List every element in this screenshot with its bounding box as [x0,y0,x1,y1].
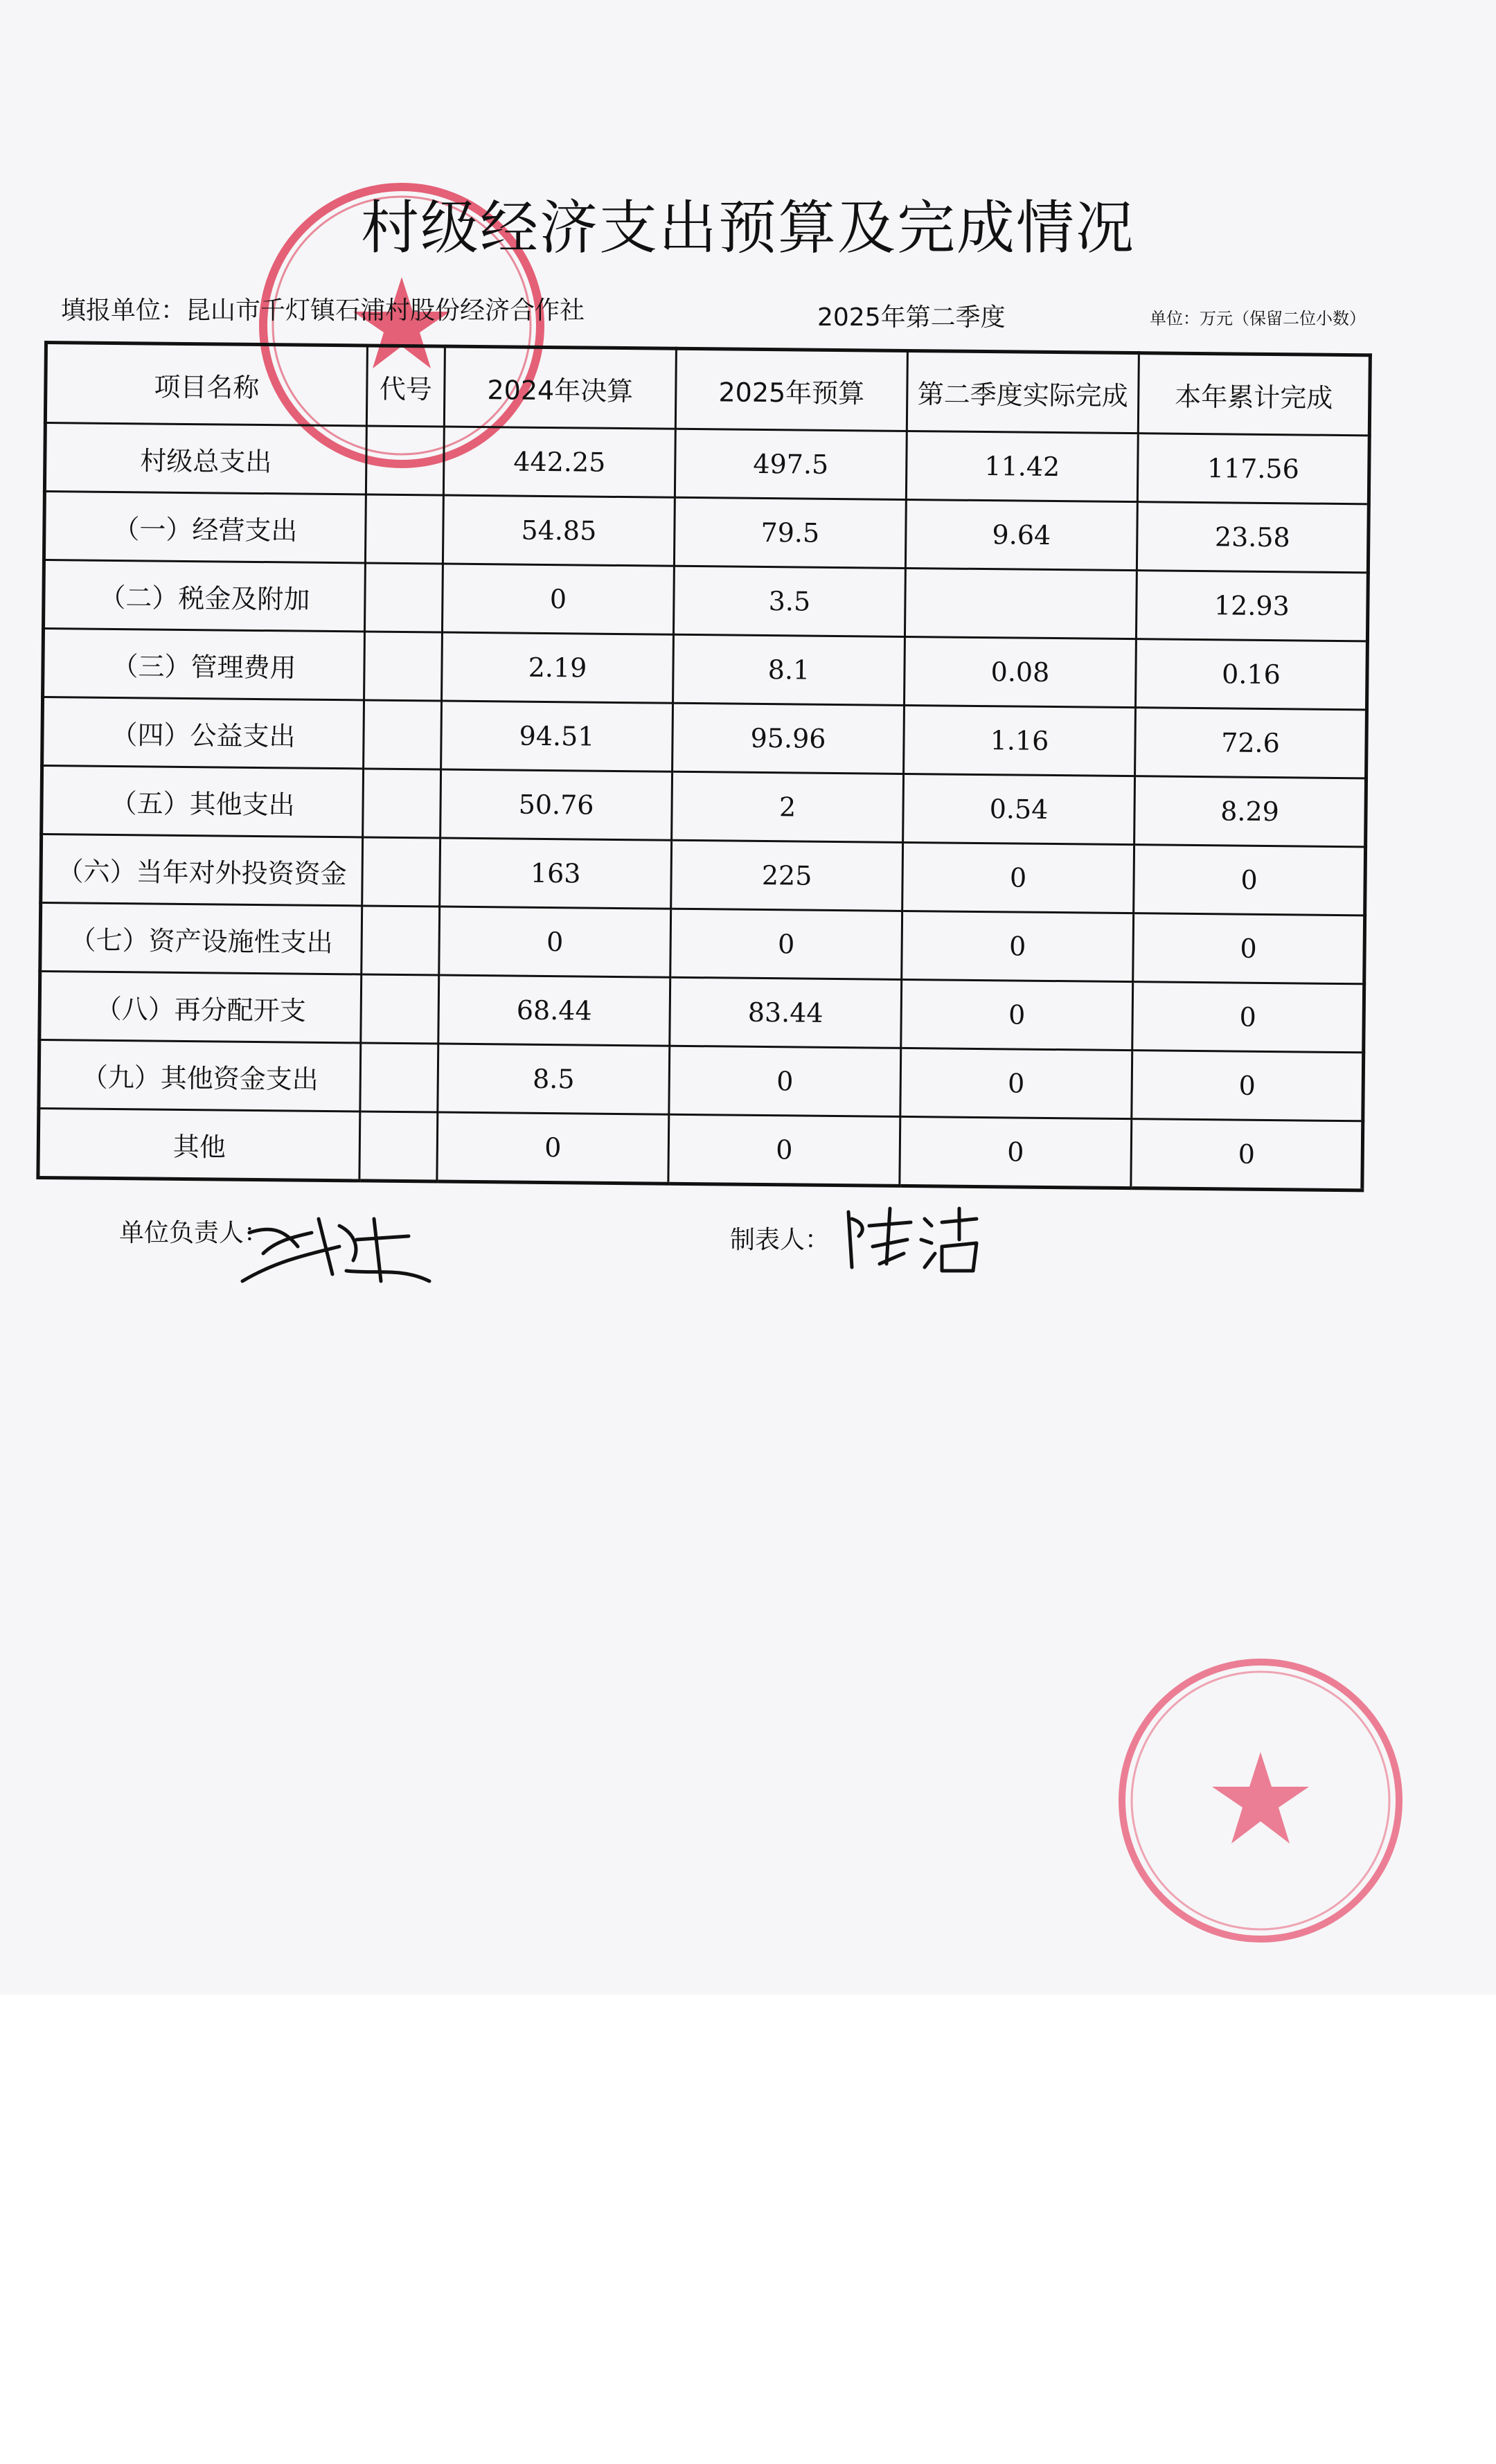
row-code [359,1112,438,1181]
row-q2-actual: 0.08 [905,636,1137,707]
row-q2-actual: 11.42 [906,431,1138,501]
unit-head-label: 单位负责人： [119,1219,269,1247]
row-code [362,906,440,975]
header-item-name: 项目名称 [45,343,367,426]
page-title: 村级经济支出预算及完成情况 [360,194,1135,262]
header-budget-2025: 2025年预算 [675,348,907,431]
table-row [38,1108,1363,1190]
row-final-2024: 442.25 [443,427,675,497]
row-q2-actual: 0 [902,911,1134,981]
row-item-name: （七）资产设施性支出 [40,902,362,974]
row-ytd: 8.29 [1134,776,1366,847]
unit-note: 单位：万元（保留二位小数） [1150,309,1366,328]
row-code [364,632,443,701]
row-final-2024: 0 [437,1112,669,1184]
row-final-2024: 2.19 [442,632,674,703]
table-row [43,629,1368,710]
row-ytd: 0 [1132,1051,1364,1121]
row-q2-actual: 9.64 [905,499,1137,570]
row-item-name: （一）经营支出 [44,492,366,563]
table-maker-signature [838,1198,990,1281]
row-q2-actual: 0.54 [903,774,1135,844]
row-code [361,974,439,1044]
row-item-name: （九）其他资金支出 [39,1039,361,1111]
unit-head-signature [235,1205,443,1295]
row-ytd: 117.56 [1137,434,1369,504]
row-budget-2025: 0 [670,909,902,979]
row-code [364,563,443,632]
row-budget-2025: 0 [668,1114,900,1186]
row-ytd: 0 [1131,1119,1363,1190]
table-row [44,492,1369,573]
row-item-name: （五）其他支出 [42,765,364,837]
row-ytd: 0.16 [1135,639,1367,710]
row-ytd: 23.58 [1137,502,1369,573]
row-item-name: （三）管理费用 [43,629,365,700]
row-budget-2025: 2 [672,771,904,842]
row-final-2024: 8.5 [438,1044,670,1114]
row-ytd: 72.6 [1135,708,1367,778]
row-code [363,769,441,838]
table-maker-label: 制表人： [730,1226,830,1254]
row-q2-actual: 0 [900,1116,1132,1188]
table-header-row [45,343,1370,436]
header-code: 代号 [366,346,445,427]
row-ytd: 12.93 [1136,571,1368,641]
header-q2-actual: 第二季度实际完成 [907,350,1139,433]
row-q2-actual: 0 [901,979,1133,1050]
period-label: 2025年第二季度 [817,303,1006,332]
row-code [365,494,443,564]
row-ytd: 0 [1133,913,1365,984]
row-final-2024: 94.51 [441,701,673,771]
row-code [364,700,442,769]
table-row [39,971,1364,1052]
header-final-2024: 2024年决算 [444,346,676,429]
row-q2-actual: 0 [902,842,1134,913]
row-item-name: （四）公益支出 [42,697,364,769]
row-item-name: 其他 [38,1108,360,1180]
bottom-seal-stamp [1108,1648,1413,1953]
row-budget-2025: 83.44 [670,977,902,1048]
row-final-2024: 54.85 [443,495,675,566]
row-item-name: （六）当年对外投资资金 [41,834,363,905]
row-item-name: （二）税金及附加 [44,560,366,632]
table-row [44,423,1369,504]
row-q2-actual: 0 [900,1048,1132,1118]
row-item-name: 村级总支出 [44,423,366,494]
table-row [44,560,1369,641]
row-q2-actual [905,568,1137,639]
table-row [41,834,1366,915]
row-ytd: 0 [1132,982,1364,1053]
table-row [40,902,1365,983]
row-q2-actual: 1.16 [904,705,1136,776]
row-budget-2025: 225 [671,840,903,911]
row-code [362,837,440,907]
fill-unit-label: 填报单位：昆山市千灯镇石浦村股份经济合作社 [61,296,585,325]
row-final-2024: 163 [440,838,672,909]
row-code [360,1043,438,1112]
row-budget-2025: 79.5 [674,497,906,568]
table-row [42,765,1366,846]
row-final-2024: 68.44 [438,975,670,1046]
row-budget-2025: 3.5 [673,566,905,636]
row-budget-2025: 497.5 [675,429,907,499]
row-final-2024: 0 [442,564,674,634]
row-budget-2025: 0 [669,1046,901,1116]
row-budget-2025: 95.96 [673,703,905,774]
table-row [42,697,1367,778]
table-row [39,1039,1364,1121]
budget-table [36,341,1372,1192]
header-ytd: 本年累计完成 [1138,353,1370,436]
row-final-2024: 0 [439,907,671,977]
row-code [366,426,444,495]
row-budget-2025: 8.1 [673,634,905,705]
row-item-name: （八）再分配开支 [39,971,362,1042]
row-final-2024: 50.76 [440,769,673,840]
row-ytd: 0 [1134,845,1366,916]
